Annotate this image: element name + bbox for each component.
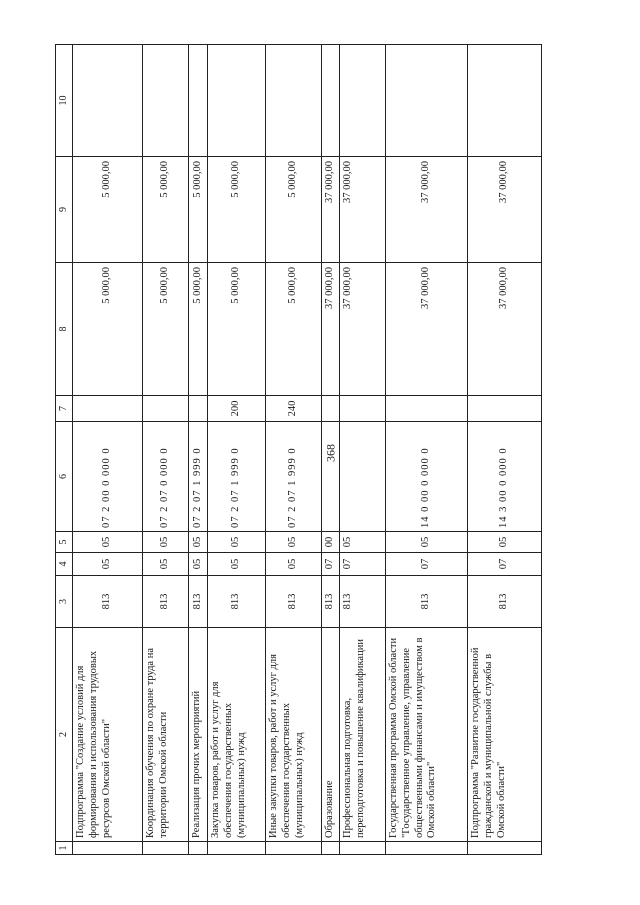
cell-amount-2: 5 000,00 bbox=[143, 157, 189, 263]
cell-description: Координация обучения по охране труда на территории Омской области bbox=[143, 628, 189, 842]
cell-expense-type bbox=[73, 396, 143, 422]
column-header-row bbox=[56, 45, 73, 855]
cell-subsection-code: 05 bbox=[189, 532, 208, 553]
cell-description: Профессиональная подготовка, переподготовка и повышение квалификации bbox=[339, 628, 385, 842]
rotated-content bbox=[55, 45, 616, 855]
cell-target-article bbox=[322, 422, 340, 532]
cell-amount-3 bbox=[339, 45, 385, 157]
cell-ministry-code: 813 bbox=[208, 576, 266, 628]
cell-ministry-code: 813 bbox=[467, 576, 541, 628]
cell-amount-1: 37 000,00 bbox=[467, 263, 541, 396]
cell-expense-type bbox=[143, 396, 189, 422]
table-row bbox=[143, 45, 189, 855]
table-row bbox=[73, 45, 143, 855]
cell-description: Государственная программа Омской области "Государственное управление, управление общественными финансами и имуществом в Омской области" bbox=[385, 628, 467, 842]
cell-amount-1: 37 000,00 bbox=[339, 263, 385, 396]
cell-description: Образование bbox=[322, 628, 340, 842]
cell-target-article bbox=[339, 422, 385, 532]
cell-amount-3 bbox=[143, 45, 189, 157]
cell-target-article: 07 2 07 1 999 0 bbox=[189, 422, 208, 532]
column-header: 3 bbox=[56, 576, 73, 628]
cell-expense-type bbox=[339, 396, 385, 422]
cell-amount-2: 37 000,00 bbox=[385, 157, 467, 263]
cell-amount-3 bbox=[322, 45, 340, 157]
cell-expense-type: 200 bbox=[208, 396, 266, 422]
cell-target-article: 07 2 00 0 000 0 bbox=[73, 422, 143, 532]
cell-ministry-code: 813 bbox=[322, 576, 340, 628]
cell-subsection-code: 05 bbox=[266, 532, 322, 553]
column-header: 1 bbox=[56, 842, 73, 855]
cell-amount-1: 5 000,00 bbox=[73, 263, 143, 396]
cell-amount-3 bbox=[189, 45, 208, 157]
table-row bbox=[322, 45, 340, 855]
cell-index bbox=[189, 842, 208, 855]
cell-amount-3 bbox=[73, 45, 143, 157]
cell-ministry-code: 813 bbox=[385, 576, 467, 628]
column-header: 9 bbox=[56, 157, 73, 263]
column-header: 8 bbox=[56, 263, 73, 396]
cell-subsection-code: 05 bbox=[467, 532, 541, 553]
cell-ministry-code: 813 bbox=[143, 576, 189, 628]
cell-expense-type bbox=[189, 396, 208, 422]
cell-section-code: 07 bbox=[467, 553, 541, 576]
cell-amount-1: 5 000,00 bbox=[143, 263, 189, 396]
column-header: 7 bbox=[56, 396, 73, 422]
cell-expense-type bbox=[467, 396, 541, 422]
table-row bbox=[266, 45, 322, 855]
column-header: 10 bbox=[56, 45, 73, 157]
cell-index bbox=[266, 842, 322, 855]
cell-amount-2: 37 000,00 bbox=[339, 157, 385, 263]
cell-amount-3 bbox=[208, 45, 266, 157]
table-row bbox=[339, 45, 385, 855]
column-header: 2 bbox=[56, 628, 73, 842]
cell-ministry-code: 813 bbox=[189, 576, 208, 628]
cell-section-code: 07 bbox=[339, 553, 385, 576]
table-row bbox=[385, 45, 467, 855]
cell-target-article: 07 2 07 1 999 0 bbox=[208, 422, 266, 532]
column-header: 4 bbox=[56, 553, 73, 576]
cell-section-code: 05 bbox=[208, 553, 266, 576]
cell-description: Закупка товаров, работ и услуг для обеспечения государственных (муниципальных) нужд bbox=[208, 628, 266, 842]
cell-index bbox=[339, 842, 385, 855]
cell-index bbox=[385, 842, 467, 855]
cell-index bbox=[143, 842, 189, 855]
column-header: 5 bbox=[56, 532, 73, 553]
table-row bbox=[467, 45, 541, 855]
cell-amount-2: 5 000,00 bbox=[73, 157, 143, 263]
cell-amount-3 bbox=[467, 45, 541, 157]
cell-section-code: 05 bbox=[189, 553, 208, 576]
budget-table-sheet bbox=[55, 45, 616, 855]
cell-amount-1: 5 000,00 bbox=[189, 263, 208, 396]
cell-ministry-code: 813 bbox=[339, 576, 385, 628]
cell-description: Подпрограмма "Создание условий для формирования и использования трудовых ресурсов Омской области" bbox=[73, 628, 143, 842]
cell-expense-type: 240 bbox=[266, 396, 322, 422]
cell-index bbox=[467, 842, 541, 855]
page-number-text: 368 bbox=[323, 444, 338, 462]
cell-subsection-code: 05 bbox=[339, 532, 385, 553]
cell-description: Подпрограмма "Развитие государственной гражданской и муниципальной службы в Омской области" bbox=[467, 628, 541, 842]
cell-amount-2: 5 000,00 bbox=[189, 157, 208, 263]
cell-ministry-code: 813 bbox=[73, 576, 143, 628]
cell-amount-2: 37 000,00 bbox=[322, 157, 340, 263]
cell-amount-1: 5 000,00 bbox=[266, 263, 322, 396]
cell-index bbox=[208, 842, 266, 855]
cell-section-code: 05 bbox=[73, 553, 143, 576]
cell-subsection-code: 00 bbox=[322, 532, 340, 553]
cell-expense-type bbox=[385, 396, 467, 422]
cell-description: Иные закупки товаров, работ и услуг для обеспечения государственных (муниципальных) нужд bbox=[266, 628, 322, 842]
cell-section-code: 07 bbox=[385, 553, 467, 576]
cell-subsection-code: 05 bbox=[385, 532, 467, 553]
cell-description: Реализация прочих мероприятий bbox=[189, 628, 208, 842]
cell-target-article: 14 0 00 0 000 0 bbox=[385, 422, 467, 532]
cell-target-article: 14 3 00 0 000 0 bbox=[467, 422, 541, 532]
cell-target-article: 07 2 07 1 999 0 bbox=[266, 422, 322, 532]
cell-amount-1: 37 000,00 bbox=[322, 263, 340, 396]
cell-section-code: 05 bbox=[266, 553, 322, 576]
cell-target-article: 07 2 07 0 000 0 bbox=[143, 422, 189, 532]
cell-amount-1: 37 000,00 bbox=[385, 263, 467, 396]
table-row bbox=[189, 45, 208, 855]
cell-expense-type bbox=[322, 396, 340, 422]
cell-subsection-code: 05 bbox=[143, 532, 189, 553]
cell-amount-3 bbox=[266, 45, 322, 157]
cell-amount-2: 5 000,00 bbox=[208, 157, 266, 263]
cell-amount-2: 5 000,00 bbox=[266, 157, 322, 263]
cell-amount-1: 5 000,00 bbox=[208, 263, 266, 396]
cell-section-code: 05 bbox=[143, 553, 189, 576]
cell-ministry-code: 813 bbox=[266, 576, 322, 628]
cell-section-code: 07 bbox=[322, 553, 340, 576]
cell-index bbox=[322, 842, 340, 855]
cell-index bbox=[73, 842, 143, 855]
table-row bbox=[208, 45, 266, 855]
cell-subsection-code: 05 bbox=[208, 532, 266, 553]
cell-amount-3 bbox=[385, 45, 467, 157]
cell-amount-2: 37 000,00 bbox=[467, 157, 541, 263]
cell-subsection-code: 05 bbox=[73, 532, 143, 553]
budget-table bbox=[55, 44, 542, 855]
column-header: 6 bbox=[56, 422, 73, 532]
